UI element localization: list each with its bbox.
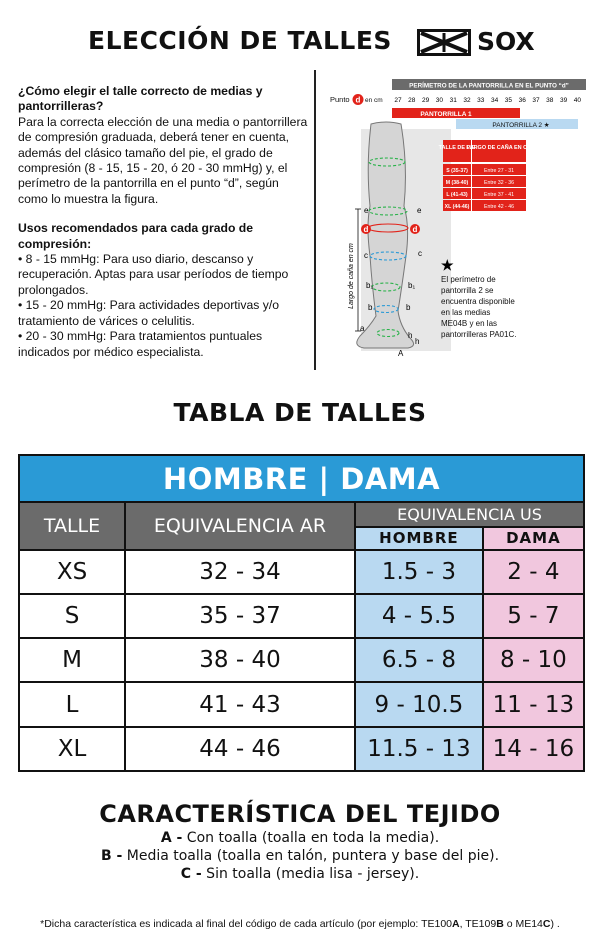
cell-ar: 38 - 40 [125,638,355,682]
perimeter-number: 39 [559,97,568,104]
tejido-a: A - Con toalla (toalla en toda la media). [160,830,440,846]
perimeter-number: 36 [518,97,526,104]
perimeter-number: 29 [421,97,430,104]
pantorrilla-2-label: PANTORRILLA 2 ★ [492,122,550,129]
cell-dama: 2 - 4 [483,550,584,594]
sox-logo-icon [417,29,471,56]
cell-hombre: 11.5 - 13 [355,727,483,771]
svg-text:d: d [355,95,361,105]
table-row [19,638,584,682]
svg-text:A: A [398,349,404,358]
perimeter-number: 30 [435,97,444,104]
cell-ar: 44 - 46 [125,727,355,771]
cell-hombre: 1.5 - 3 [355,550,483,594]
point-label: Punto [330,95,350,104]
point-unit: en cm [365,97,383,104]
info-section [18,84,308,360]
svg-text:h: h [408,331,413,340]
svg-text:d: d [412,225,418,234]
leg-size-row [443,164,526,175]
info-question: ¿Cómo elegir el talle correcto de medias y pantorrilleras? [18,84,263,114]
svg-text:c: c [364,251,368,260]
size-table-title: TABLA DE TALLES [173,398,427,427]
size-table [18,454,585,772]
tejido-b: B - Media toalla (toalla en talón, puntera y base del pie). [100,848,500,864]
leg-size-table [439,140,533,211]
leg-size-row [443,176,526,187]
leg-size-row [443,200,526,211]
svg-text:b₁: b₁ [366,281,374,290]
col-hombre: HOMBRE [355,527,483,550]
perimeter-title: PERÍMETRO DE LA PANTORRILLA EN EL PUNTO “d” [409,82,569,90]
table-row [19,550,584,594]
svg-text:LARGO DE CAÑA EN CM: LARGO DE CAÑA EN CM [466,145,532,151]
col-talle: TALLE [19,502,125,549]
use-item: • 20 - 30 mmHg: Para tratamientos puntuales indicados por médico especialista. [18,329,263,359]
perimeter-number: 32 [463,97,471,104]
perimeter-number: 35 [504,97,513,104]
brand-name: SOX [477,27,535,56]
col-us: EQUIVALENCIA US [355,502,584,527]
cell-ar: 41 - 43 [125,682,355,726]
perimeter-number: 38 [546,97,554,104]
leg-note: El perímetro de pantorrilla 2 se encuentra disponible en las medias ME04B y en las pantorrilleras PA01C. [441,275,517,339]
svg-text:Entre 27 - 31: Entre 27 - 31 [484,168,514,174]
svg-text:M (38-40): M (38-40) [445,180,469,186]
perimeter-number: 34 [490,97,499,104]
svg-text:e: e [364,206,369,215]
col-ar: EQUIVALENCIA AR [125,502,355,549]
cell-dama: 5 - 7 [483,594,584,638]
cell-dama: 14 - 16 [483,727,584,771]
table-row [19,594,584,638]
svg-text:a: a [360,324,365,333]
perimeter-number: 37 [532,97,540,104]
svg-text:L (41-43): L (41-43) [446,192,468,198]
cell-hombre: 6.5 - 8 [355,638,483,682]
perimeter-numbers [394,97,581,104]
page-title: ELECCIÓN DE TALLES [88,26,392,55]
pantorrilla-1-label: PANTORRILLA 1 [420,111,472,118]
svg-text:TALLE DE PIE: TALLE DE PIE [438,145,476,151]
svg-text:d: d [363,225,369,234]
perimeter-number: 28 [408,97,416,104]
svg-text:e: e [417,206,422,215]
cell-dama: 8 - 10 [483,638,584,682]
cell-talle: S [19,594,125,638]
cell-talle: XS [19,550,125,594]
svg-text:b: b [406,303,411,312]
leg-size-row [443,188,526,199]
svg-text:Entre 32 - 36: Entre 32 - 36 [484,180,514,186]
divider [314,70,316,370]
cell-ar: 35 - 37 [125,594,355,638]
info-paragraph: Para la correcta elección de una media o pantorrillera de compresión graduada, deberá tener en cuenta, además del clásico tamaño del pie, el grado de compresión (8 - 15, 15 - 20, ó 20 - 30 mmHg) y, el perímetro de la pantorrilla en el punto “d”, según como lo muestra la figura. [18,114,308,206]
tejido-footnote: *Dicha característica es indicada al final del código de cada artículo (por ejemplo: TE100A, TE109B o ME14C) . [40,918,560,930]
tejido-title: CARACTERÍSTICA DEL TEJIDO [99,800,501,828]
cell-talle: L [19,682,125,726]
svg-text:XL (44-46): XL (44-46) [444,204,470,210]
cell-ar: 32 - 34 [125,550,355,594]
perimeter-number: 40 [573,97,582,104]
cell-dama: 11 - 13 [483,682,584,726]
star-icon: ★ [441,257,454,273]
tejido-c: C - Sin toalla (media lisa - jersey). [180,866,420,882]
use-item: • 15 - 20 mmHg: Para actividades deportivas y/o tratamiento de várices o celulitis. [18,298,280,328]
svg-text:h: h [415,337,420,346]
perimeter-number: 33 [477,97,485,104]
svg-text:c: c [418,249,422,258]
cell-talle: XL [19,727,125,771]
cell-hombre: 4 - 5.5 [355,594,483,638]
perimeter-number: 27 [394,97,402,104]
svg-text:Entre 37 - 41: Entre 37 - 41 [484,192,514,198]
uses-title: Usos recomendados para cada grado de compresión: [18,221,254,251]
cell-talle: M [19,638,125,682]
svg-text:S (35-37): S (35-37) [446,168,468,174]
axis-label: Largo de caña en cm [348,243,355,309]
use-item: • 8 - 15 mmHg: Para uso diario, descanso y recuperación. Aptas para usar períodos de tiempo prolongados. [18,252,289,297]
table-row [19,682,584,726]
svg-text:b: b [368,303,373,312]
svg-text:Entre 42 - 46: Entre 42 - 46 [484,204,514,210]
perimeter-number: 31 [449,97,457,104]
cell-hombre: 9 - 10.5 [355,682,483,726]
col-dama: DAMA [483,527,584,550]
leg-measure-diagram [326,76,588,366]
svg-text:b₁: b₁ [408,281,416,290]
banner: HOMBRE | DAMA [19,455,584,502]
table-row [19,727,584,771]
